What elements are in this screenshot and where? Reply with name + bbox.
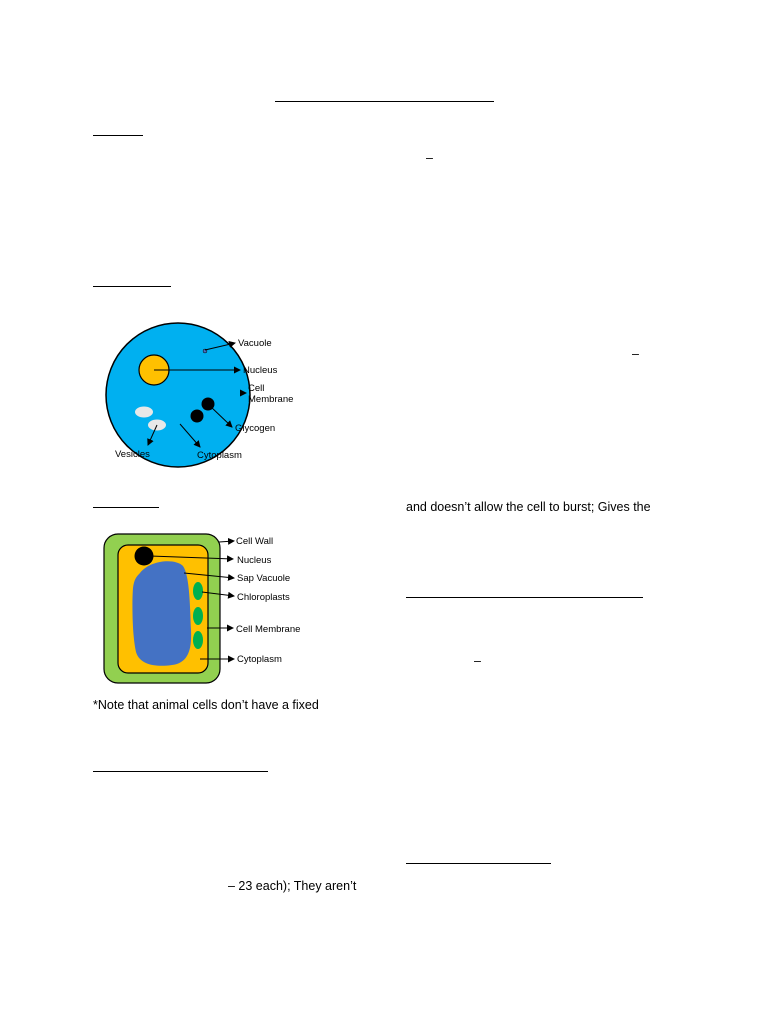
label-chloroplasts: Chloroplasts: [237, 592, 290, 603]
label-plant-nucleus: Nucleus: [237, 555, 272, 566]
cell-wall-pointer: [219, 541, 234, 542]
label-cell-membrane-1: Cell: [248, 383, 265, 394]
label-vesicles: Vesicles: [115, 449, 150, 460]
label-cytoplasm: Cytoplasm: [197, 450, 242, 461]
dash-fragment-3: –: [474, 654, 481, 668]
chloroplast-shape: [193, 582, 203, 600]
label-nucleus: Nucleus: [243, 365, 278, 376]
label-plant-cell-membrane: Cell Membrane: [236, 624, 301, 635]
label-glycogen: Glycogen: [235, 423, 276, 434]
sap-vacuole-shape: [132, 561, 191, 666]
label-cell-wall: Cell Wall: [236, 536, 274, 547]
label-plant-cytoplasm: Cytoplasm: [237, 654, 282, 665]
right-column-text: and doesn’t allow the cell to burst; Gives the: [406, 500, 651, 514]
label-vacuole: Vacuole: [238, 338, 272, 349]
chloroplast-shape: [193, 607, 203, 625]
note-text: *Note that animal cells don’t have a fixed: [93, 698, 319, 712]
chloroplast-shape: [193, 631, 203, 649]
bottom-text: – 23 each); They aren’t: [228, 879, 357, 893]
label-cell-membrane-2: Membrane: [248, 394, 294, 405]
dash-fragment-1: –: [426, 151, 433, 165]
label-sap-vacuole: Sap Vacuole: [237, 573, 291, 584]
dash-fragment-2: –: [632, 347, 639, 361]
